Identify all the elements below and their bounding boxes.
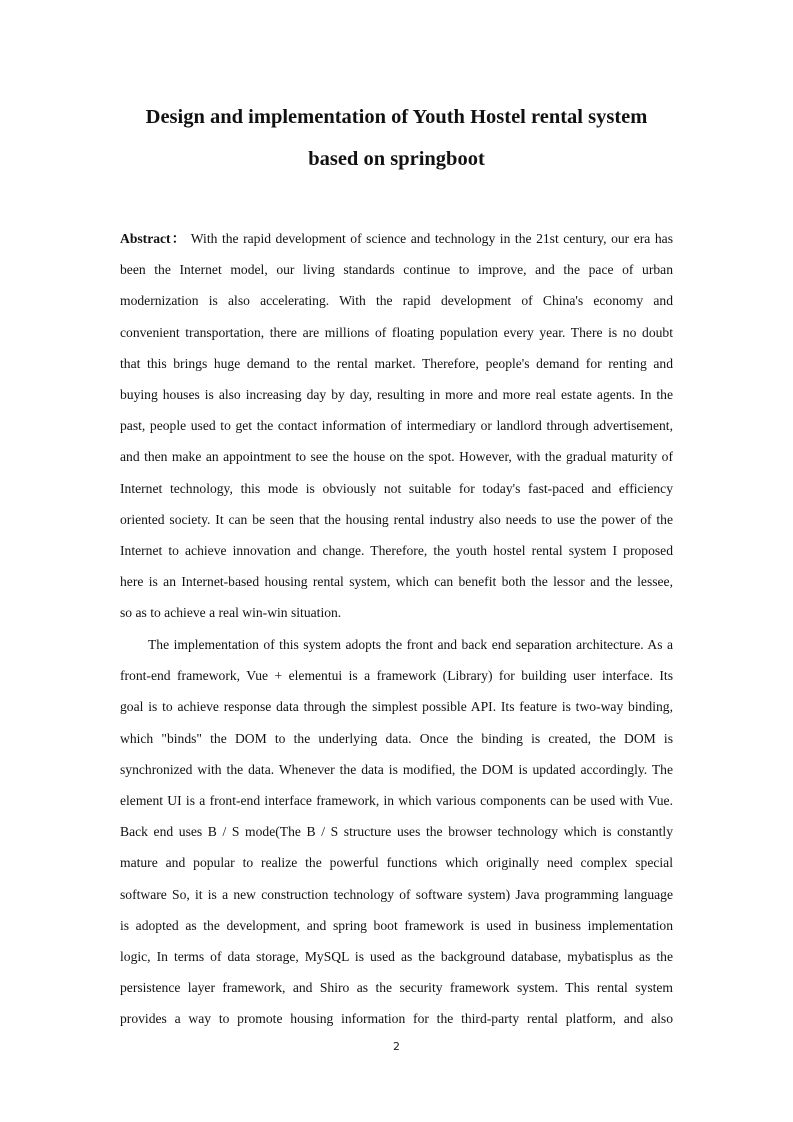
abstract-line: here is an Internet-based housing rental system, which can benefit both the lessor and the lessee, — [120, 574, 673, 590]
paper-title-line-2: based on springboot — [308, 148, 485, 170]
abstract-line: modernization is also accelerating. With the rapid development of China's economy and — [120, 293, 673, 309]
abstract-line: that this brings huge demand to the rental market. Therefore, people's demand for renting and — [120, 355, 673, 371]
abstract-label: Abstract： — [120, 231, 187, 246]
abstract-line — [120, 223, 673, 254]
abstract-line-text: With the rapid development of science and technology in the 21st century, our era has — [186, 231, 673, 246]
abstract-line: past, people used to get the contact information of intermediary or landlord through advertisement, — [120, 418, 673, 434]
body-line: goal is to achieve response data through the simplest possible API. Its feature is two-way binding, — [120, 699, 673, 715]
body-line: front-end framework, Vue + elementui is a framework (Library) for building user interface. Its — [120, 668, 673, 684]
body-line: software So, it is a new construction technology of software system) Java programming language — [120, 886, 673, 902]
body-line: is adopted as the development, and spring boot framework is used in business implementation — [120, 917, 673, 933]
abstract-line: Internet to achieve innovation and change. Therefore, the youth hostel rental system I proposed — [120, 543, 673, 559]
abstract-line: been the Internet model, our living standards continue to improve, and the pace of urban — [120, 262, 673, 278]
abstract-line: Internet technology, this mode is obviously not suitable for today's fast-paced and efficiency — [120, 480, 673, 496]
body-line: mature and popular to realize the powerful functions which originally need complex special — [120, 855, 673, 871]
abstract-line: convenient transportation, there are millions of floating population every year. There is no doubt — [120, 324, 673, 340]
abstract-paragraph — [120, 223, 673, 629]
body-line: which "binds" the DOM to the underlying data. Once the binding is created, the DOM is — [120, 730, 673, 746]
abstract-line: buying houses is also increasing day by day, resulting in more and more real estate agents. In the — [120, 387, 673, 403]
body-line: element UI is a front-end interface framework, in which various components can be used with Vue. — [120, 793, 673, 809]
body-paragraph — [120, 629, 673, 1035]
abstract-line: so as to achieve a real win-win situation. — [120, 605, 342, 621]
body-line: Back end uses B / S mode(The B / S structure uses the browser technology which is constantly — [120, 824, 673, 840]
body-line: synchronized with the data. Whenever the data is modified, the DOM is updated accordingly. The — [120, 761, 673, 777]
page-number: 2 — [393, 1040, 400, 1053]
body-line: logic, In terms of data storage, MySQL is used as the background database, mybatisplus as the — [120, 949, 673, 965]
body-line: persistence layer framework, and Shiro as the security framework system. This rental system — [120, 980, 673, 996]
abstract-line: oriented society. It can be seen that the housing rental industry also needs to use the power of the — [120, 511, 673, 527]
body-line: provides a way to promote housing information for the third-party rental platform, and also — [120, 1011, 673, 1027]
abstract-line: and then make an appointment to see the house on the spot. However, with the gradual maturity of — [120, 449, 673, 465]
body-line: The implementation of this system adopts the front and back end separation architecture. As a — [148, 637, 673, 652]
paper-title-line-1: Design and implementation of Youth Hostel rental system — [145, 106, 648, 128]
